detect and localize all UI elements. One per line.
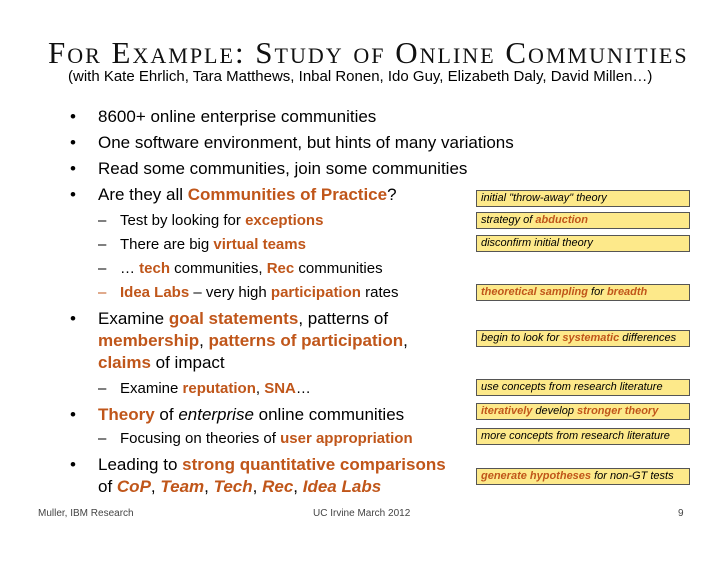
slide-subtitle: (with Kate Ehrlich, Tara Matthews, Inbal Ronen, Ido Guy, Elizabeth Daly, David Millen…) bbox=[68, 68, 653, 85]
bullet-goal-statements-line3: claims of impact bbox=[98, 353, 225, 372]
footer-author: Muller, IBM Research bbox=[38, 508, 134, 519]
sub-bullet-virtual-teams: There are big virtual teams bbox=[120, 236, 306, 253]
note-more-concepts: more concepts from research literature bbox=[476, 428, 690, 445]
page-number: 9 bbox=[678, 508, 684, 519]
bullet-marker: • bbox=[70, 185, 76, 204]
bullet-read-join: Read some communities, join some communities bbox=[98, 159, 468, 178]
bullet-quantitative-comparisons: Leading to strong quantitative comparisons bbox=[98, 455, 446, 474]
bullet-quantitative-comparisons-line2: of CoP, Team, Tech, Rec, Idea Labs bbox=[98, 477, 382, 496]
dash-marker: – bbox=[98, 430, 107, 447]
note-research-concepts: use concepts from research literature bbox=[476, 379, 690, 396]
note-generate-hypotheses: generate hypotheses for non-GT tests bbox=[476, 468, 690, 485]
dash-marker: – bbox=[98, 284, 107, 301]
dash-marker: – bbox=[98, 236, 107, 253]
bullet-marker: • bbox=[70, 455, 76, 474]
bullet-goal-statements-line2: membership, patterns of participation, bbox=[98, 331, 408, 350]
note-initial-theory: initial "throw-away" theory bbox=[476, 190, 690, 207]
bullet-communities-count: 8600+ online enterprise communities bbox=[98, 107, 377, 126]
bullet-communities-of-practice: Are they all Communities of Practice? bbox=[98, 185, 397, 204]
bullet-marker: • bbox=[70, 159, 76, 178]
slide-title: For Example: Study of Online Communities bbox=[48, 35, 689, 70]
dash-marker: – bbox=[98, 260, 107, 277]
sub-bullet-exceptions: Test by looking for exceptions bbox=[120, 212, 324, 229]
note-disconfirm: disconfirm initial theory bbox=[476, 235, 690, 252]
sub-bullet-tech-rec: … tech communities, Rec communities bbox=[120, 260, 383, 277]
bullet-marker: • bbox=[70, 133, 76, 152]
bullet-software-environment: One software environment, but hints of many variations bbox=[98, 133, 514, 152]
sub-bullet-user-appropriation: Focusing on theories of user appropriation bbox=[120, 430, 413, 447]
bullet-marker: • bbox=[70, 107, 76, 126]
sub-bullet-idea-labs: Idea Labs – very high participation rates bbox=[120, 284, 399, 301]
dash-marker: – bbox=[98, 212, 107, 229]
note-systematic-differences: begin to look for systematic differences bbox=[476, 330, 690, 347]
footer-event: UC Irvine March 2012 bbox=[313, 508, 411, 519]
sub-bullet-reputation-sna: Examine reputation, SNA… bbox=[120, 380, 311, 397]
bullet-marker: • bbox=[70, 309, 76, 328]
bullet-theory-enterprise: Theory of enterprise online communities bbox=[98, 405, 405, 424]
note-theoretical-sampling: theoretical sampling for breadth bbox=[476, 284, 690, 301]
dash-marker: – bbox=[98, 380, 107, 397]
note-stronger-theory: iteratively develop stronger theory bbox=[476, 403, 690, 420]
bullet-marker: • bbox=[70, 405, 76, 424]
note-abduction: strategy of abduction bbox=[476, 212, 690, 229]
bullet-goal-statements: Examine goal statements, patterns of bbox=[98, 309, 389, 328]
